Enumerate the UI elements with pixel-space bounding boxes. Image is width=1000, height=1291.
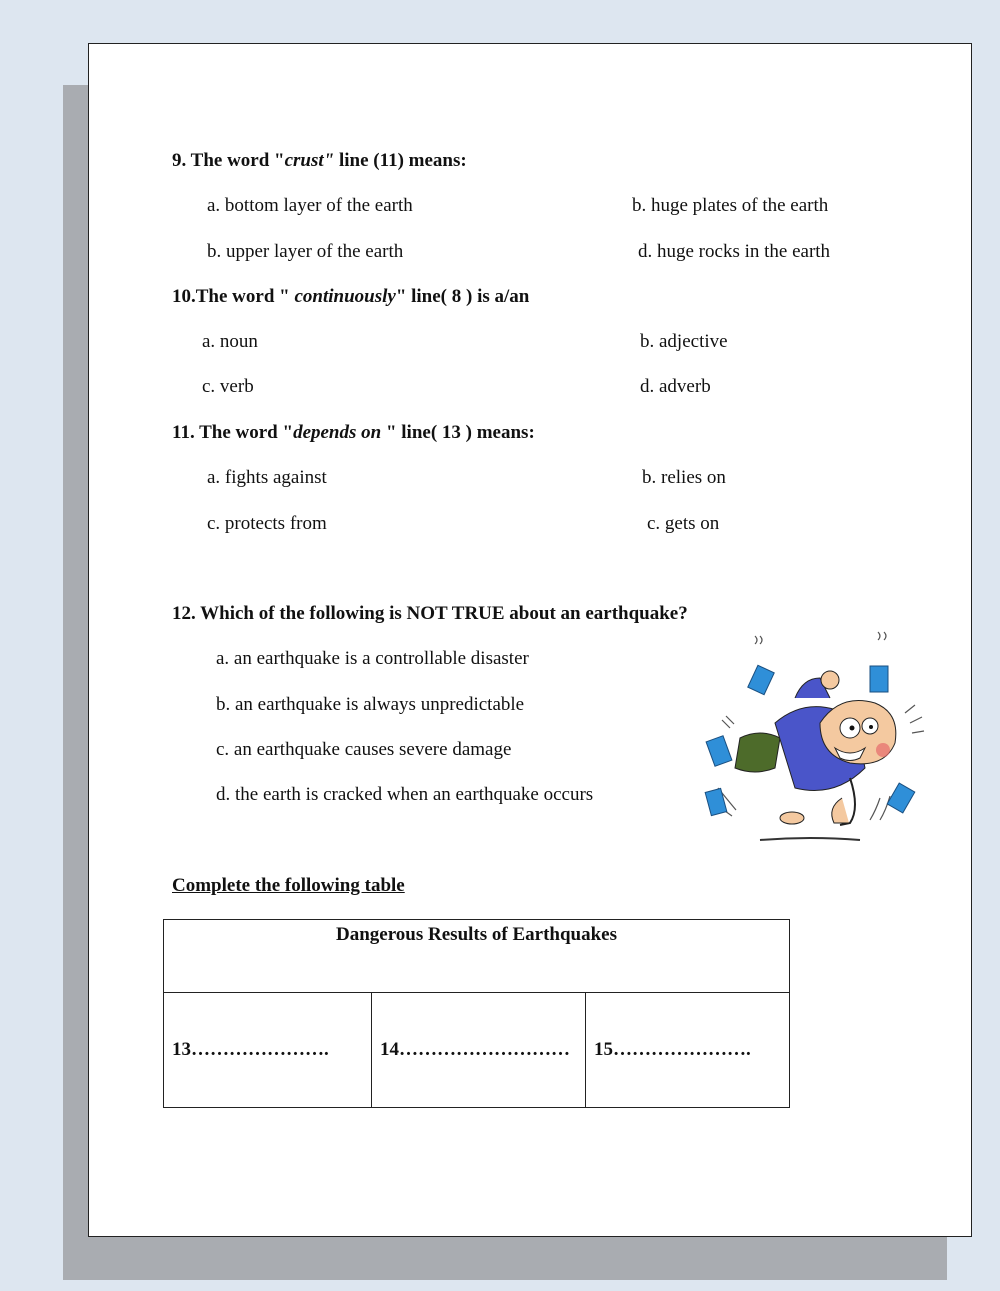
q12-option-b[interactable]: b. an earthquake is always unpredictable: [216, 694, 525, 715]
q10-option-b[interactable]: b. adjective: [640, 331, 728, 352]
answer-cell-15[interactable]: 15………………….: [586, 993, 790, 1108]
question-10: 10.The word " continuously" line( 8 ) is a/an: [172, 286, 530, 307]
q11-option-d[interactable]: c. gets on: [647, 513, 720, 534]
falling-book-icon-5: [887, 783, 915, 813]
falling-book-icon: [748, 665, 774, 694]
q12-option-c[interactable]: c. an earthquake causes severe damage: [216, 739, 512, 760]
table-title: Dangerous Results of Earthquakes: [164, 920, 790, 993]
falling-book-icon-4: [705, 788, 727, 815]
q11-option-a[interactable]: a. fights against: [207, 467, 327, 488]
answer-cell-14[interactable]: 14………………………: [372, 993, 586, 1108]
results-table: [163, 919, 790, 1108]
q9-option-a[interactable]: a. bottom layer of the earth: [207, 195, 413, 216]
question-11: 11. The word "depends on " line( 13 ) means:: [172, 422, 535, 443]
falling-book-icon-2: [870, 666, 888, 692]
q9-option-d[interactable]: d. huge rocks in the earth: [638, 241, 831, 262]
q9-option-b[interactable]: b. huge plates of the earth: [632, 195, 829, 216]
q9-option-c[interactable]: b. upper layer of the earth: [207, 241, 404, 262]
question-12: 12. Which of the following is NOT TRUE about an earthquake?: [172, 603, 688, 624]
q10-option-a[interactable]: a. noun: [202, 331, 258, 352]
q11-option-c[interactable]: c. protects from: [207, 513, 327, 534]
falling-book-icon-3: [706, 736, 732, 767]
q10-option-d[interactable]: d. adverb: [640, 376, 711, 397]
q11-option-b[interactable]: b. relies on: [642, 467, 726, 488]
table-instruction-heading: Complete the following table: [172, 875, 405, 896]
answer-cell-13[interactable]: 13………………….: [164, 993, 372, 1108]
question-9: 9. The word "crust" line (11) means:: [172, 150, 467, 171]
q10-option-c[interactable]: c. verb: [202, 376, 254, 397]
q12-option-a[interactable]: a. an earthquake is a controllable disaster: [216, 648, 529, 669]
earthquake-cartoon-icon: [700, 628, 930, 853]
q12-option-d[interactable]: d. the earth is cracked when an earthquake occurs: [216, 784, 594, 805]
